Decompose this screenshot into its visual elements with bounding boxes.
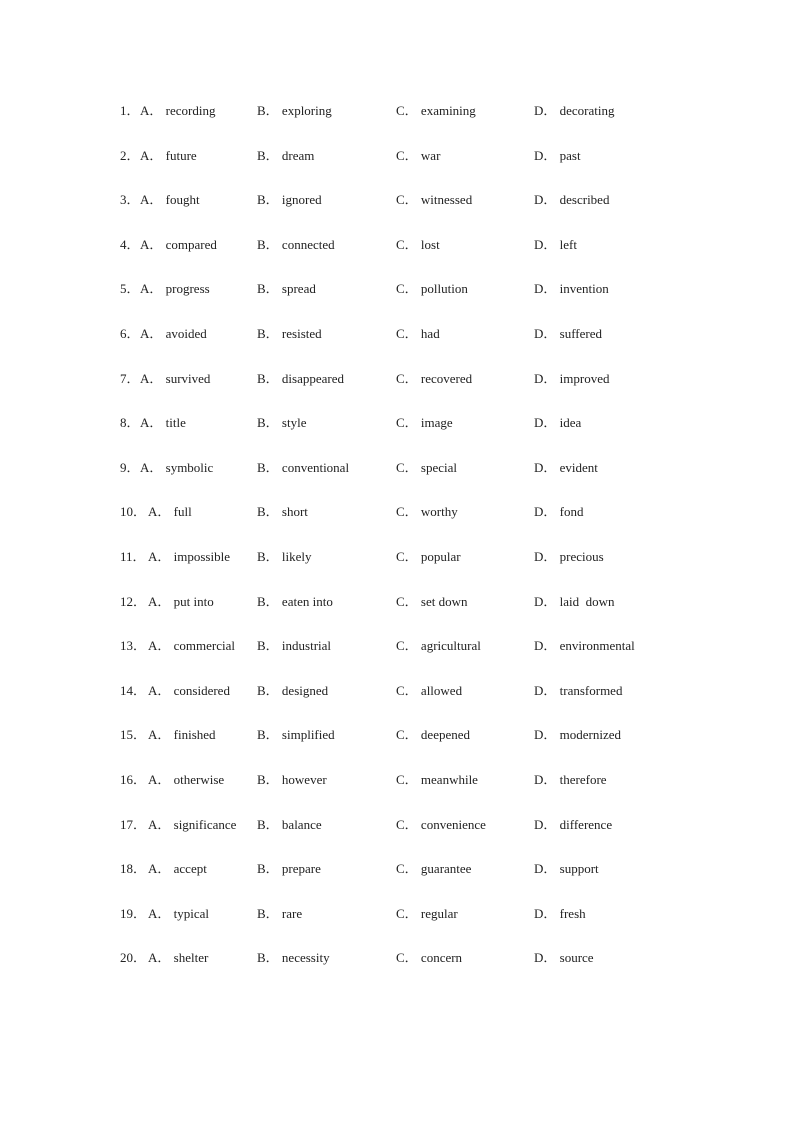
option-c: C． had	[396, 325, 440, 341]
question-number: 13．	[120, 638, 147, 654]
option-c: C． convenience	[396, 816, 486, 832]
option-a: A． recording	[140, 103, 216, 118]
option-a: A． compared	[140, 236, 217, 252]
option-d: D． described	[534, 192, 610, 208]
option-d: D． decorating	[534, 103, 615, 118]
option-c: C． image	[396, 415, 453, 431]
question-number: 2．	[120, 147, 140, 163]
option-a: A． title	[140, 415, 186, 431]
option-b: B． rare	[257, 905, 303, 921]
option-b: B． exploring	[257, 103, 332, 118]
question-row	[120, 770, 680, 815]
option-a: A． survived	[140, 370, 211, 386]
question-row	[120, 681, 680, 726]
option-b: B． short	[257, 504, 308, 520]
question-row	[120, 904, 680, 949]
option-b: B． eaten into	[257, 593, 333, 609]
option-c: C． guarantee	[396, 861, 472, 877]
question-number: 15．	[120, 727, 147, 743]
question-row	[120, 279, 680, 324]
option-b: B． conventional	[257, 459, 350, 475]
option-c: C． concern	[396, 950, 463, 966]
question-row	[120, 948, 680, 993]
question-row	[120, 235, 680, 280]
question-number: 1．	[120, 103, 140, 118]
option-b: B． necessity	[257, 950, 330, 966]
question-row	[120, 324, 680, 369]
option-d: D． left	[534, 236, 577, 252]
question-number: 10．	[120, 504, 147, 520]
question-row	[120, 547, 680, 592]
option-a: A． progress	[140, 281, 210, 297]
option-a: A． commercial	[148, 638, 235, 654]
option-a: A． fought	[140, 192, 200, 208]
option-d: D． fresh	[534, 905, 586, 921]
option-b: B． simplified	[257, 727, 335, 743]
option-d: D． therefore	[534, 771, 607, 787]
question-number: 8．	[120, 415, 140, 431]
question-number: 14．	[120, 682, 147, 698]
question-number: 7．	[120, 370, 140, 386]
question-number: 9．	[120, 459, 140, 475]
option-b: B． disappeared	[257, 370, 345, 386]
option-b: B． resisted	[257, 325, 322, 341]
option-d: D． environmental	[534, 638, 635, 654]
question-row	[120, 101, 680, 146]
option-c: C． popular	[396, 548, 461, 564]
option-c: C． set down	[396, 593, 468, 609]
option-c: C． pollution	[396, 281, 468, 297]
question-row	[120, 592, 680, 637]
question-row	[120, 859, 680, 904]
option-a: A． accept	[148, 861, 207, 877]
option-c: C． agricultural	[396, 638, 481, 654]
question-row	[120, 413, 680, 458]
question-row	[120, 146, 680, 191]
option-b: B． style	[257, 415, 307, 431]
question-row	[120, 815, 680, 860]
option-b: B． dream	[257, 147, 315, 163]
option-d: D． past	[534, 147, 581, 163]
question-number: 4．	[120, 236, 140, 252]
option-c: C． lost	[396, 236, 440, 252]
option-b: B． balance	[257, 816, 322, 832]
option-a: A． put into	[148, 593, 214, 609]
option-c: C． recovered	[396, 370, 473, 386]
option-a: A． avoided	[140, 325, 207, 341]
option-a: A． otherwise	[148, 771, 225, 787]
question-number: 3．	[120, 192, 140, 208]
question-number: 11．	[120, 548, 146, 564]
option-d: D． laid down	[534, 593, 615, 609]
option-b: B． likely	[257, 548, 312, 564]
question-list	[120, 101, 680, 993]
question-row	[120, 636, 680, 681]
option-a: A． typical	[148, 905, 210, 921]
question-number: 17．	[120, 816, 147, 832]
option-a: A． future	[140, 147, 197, 163]
option-d: D． transformed	[534, 682, 623, 698]
option-c: C． meanwhile	[396, 771, 478, 787]
option-a: A． significance	[148, 816, 237, 832]
option-c: C． witnessed	[396, 192, 473, 208]
question-number: 16．	[120, 771, 147, 787]
option-b: B． however	[257, 771, 327, 787]
option-a: A． finished	[148, 727, 216, 743]
option-d: D． idea	[534, 415, 582, 431]
option-a: A． considered	[148, 682, 230, 698]
option-a: A． shelter	[148, 950, 209, 966]
question-number: 20．	[120, 950, 147, 966]
option-b: B． prepare	[257, 861, 321, 877]
option-c: C． examining	[396, 103, 476, 118]
question-row	[120, 190, 680, 235]
option-d: D． modernized	[534, 727, 622, 743]
option-d: D． improved	[534, 370, 610, 386]
option-a: A． full	[148, 504, 192, 520]
option-d: D． support	[534, 861, 599, 877]
question-row	[120, 369, 680, 414]
option-b: B． connected	[257, 236, 335, 252]
option-d: D． invention	[534, 281, 609, 297]
question-number: 18．	[120, 861, 147, 877]
option-c: C． allowed	[396, 682, 463, 698]
option-b: B． ignored	[257, 192, 322, 208]
question-number: 5．	[120, 281, 140, 297]
option-d: D． precious	[534, 548, 604, 564]
option-d: D． evident	[534, 459, 598, 475]
option-a: A． symbolic	[140, 459, 214, 475]
question-number: 12．	[120, 593, 147, 609]
option-c: C． worthy	[396, 504, 458, 520]
option-d: D． fond	[534, 504, 584, 520]
option-d: D． source	[534, 950, 594, 966]
option-d: D． suffered	[534, 325, 602, 341]
option-b: B． spread	[257, 281, 316, 297]
option-a: A． impossible	[148, 548, 230, 564]
question-row	[120, 502, 680, 547]
option-c: C． deepened	[396, 727, 471, 743]
option-c: C． special	[396, 459, 458, 475]
option-d: D． difference	[534, 816, 613, 832]
option-b: B． industrial	[257, 638, 332, 654]
question-row	[120, 458, 680, 503]
question-row	[120, 725, 680, 770]
option-c: C． regular	[396, 905, 458, 921]
option-c: C． war	[396, 147, 441, 163]
question-number: 6．	[120, 325, 140, 341]
option-b: B． designed	[257, 682, 329, 698]
question-number: 19．	[120, 905, 147, 921]
